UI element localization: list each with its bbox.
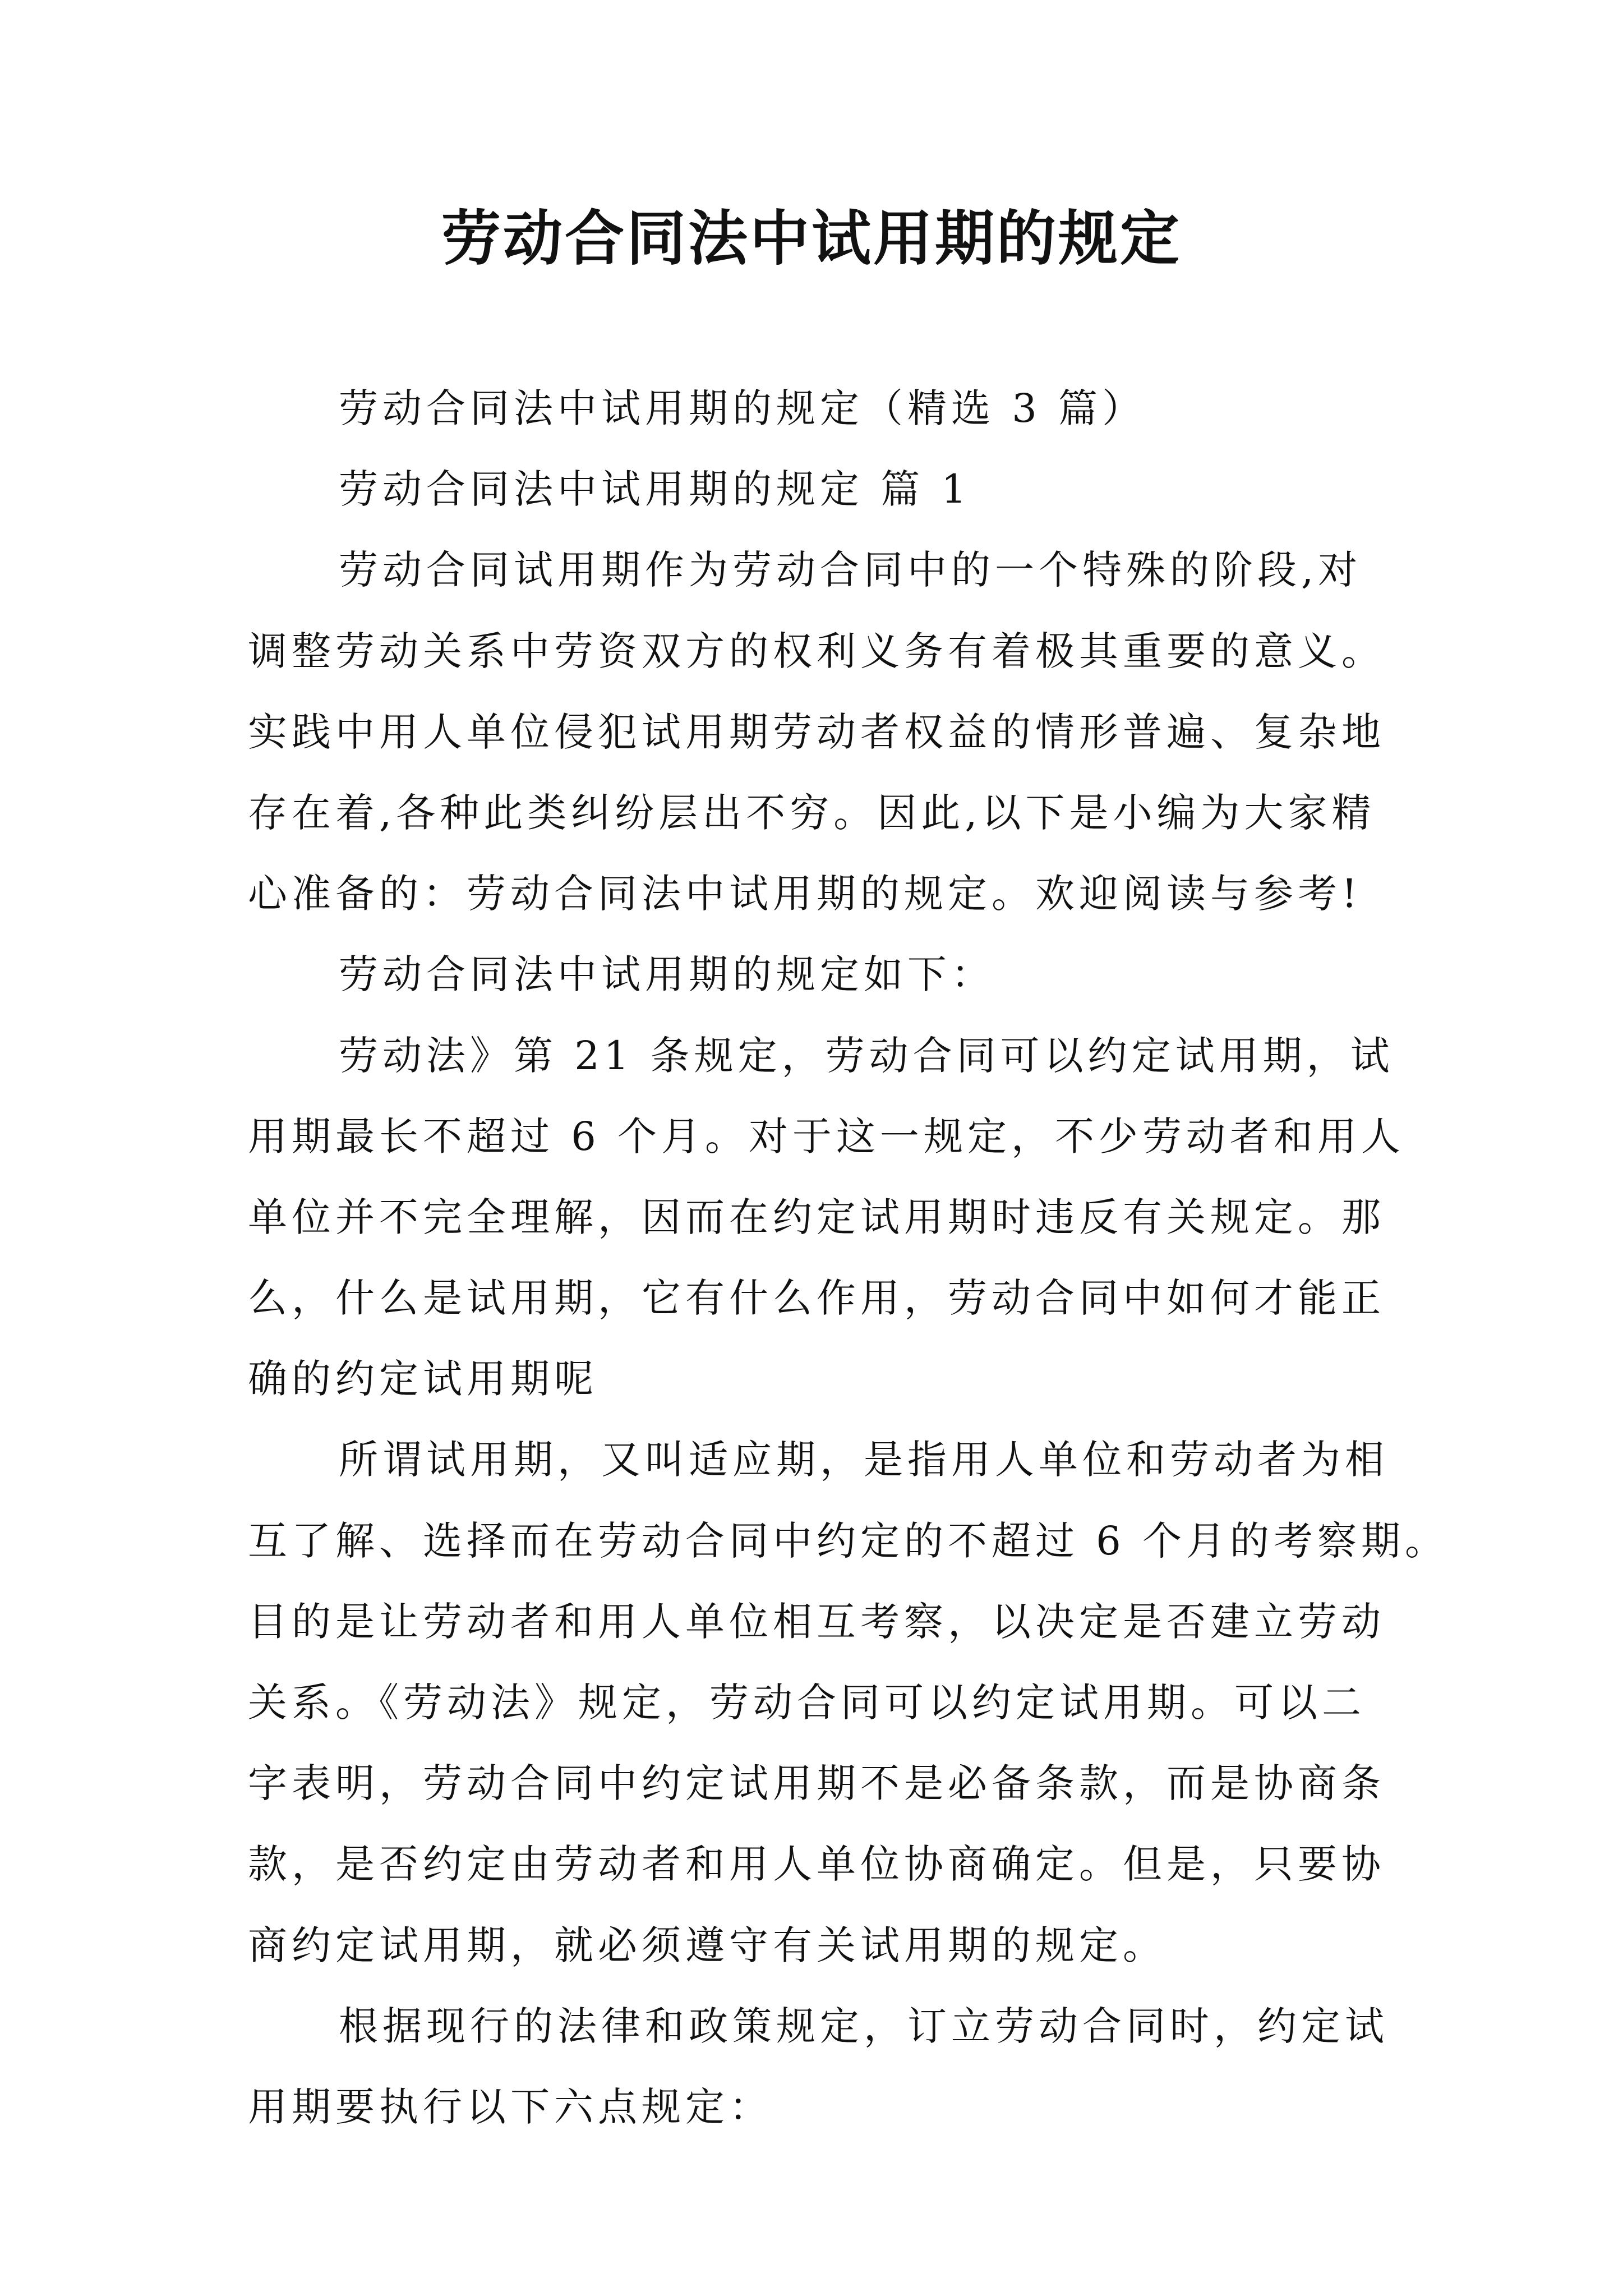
paragraph-line: 确的约定试用期呢 <box>248 1356 598 1402</box>
paragraph-line: 劳动法》第 21 条规定，劳动合同可以约定试用期，试 <box>339 1033 1394 1079</box>
paragraph-line: 目的是让劳动者和用人单位相互考察，以决定是否建立劳动 <box>248 1599 1385 1645</box>
paragraph-line: 用期最长不超过 6 个月。对于这一规定，不少劳动者和用人 <box>248 1114 1405 1159</box>
paragraph-line: 字表明，劳动合同中约定试用期不是必备条款，而是协商条 <box>248 1760 1385 1806</box>
paragraph-line: 款，是否约定由劳动者和用人单位协商确定。但是，只要协 <box>248 1841 1385 1887</box>
paragraph-line: 商约定试用期，就必须遵守有关试用期的规定。 <box>248 1922 1166 1968</box>
paragraph-line: 单位并不完全理解，因而在约定试用期时违反有关规定。那 <box>248 1194 1385 1240</box>
paragraph-line: 么，什么是试用期，它有什么作用，劳动合同中如何才能正 <box>248 1275 1385 1321</box>
paragraph-line: 劳动合同法中试用期的规定如下： <box>339 951 995 997</box>
paragraph-line: 调整劳动关系中劳资双方的权利义务有着极其重要的意义。 <box>248 628 1385 674</box>
paragraph-line: 根据现行的法律和政策规定，订立劳动合同时，约定试 <box>339 2003 1389 2049</box>
subtitle-line: 劳动合同法中试用期的规定（精选 3 篇） <box>339 385 1146 431</box>
document-title: 劳动合同法中试用期的规定 <box>441 203 1182 273</box>
paragraph-line: 互了解、选择而在劳动合同中约定的不超过 6 个月的考察期。 <box>248 1518 1449 1564</box>
paragraph-line: 关系。《劳动法》规定，劳动合同可以约定试用期。可以二 <box>248 1680 1366 1726</box>
paragraph-line: 所谓试用期，又叫适应期，是指用人单位和劳动者为相 <box>339 1437 1389 1483</box>
paragraph-line: 实践中用人单位侵犯试用期劳动者权益的情形普遍、复杂地 <box>248 709 1385 755</box>
paragraph-line: 心准备的：劳动合同法中试用期的规定。欢迎阅读与参考! <box>248 871 1362 917</box>
paragraph-line: 劳动合同试用期作为劳动合同中的一个特殊的阶段,对 <box>339 547 1362 593</box>
section-heading-line: 劳动合同法中试用期的规定 篇 1 <box>339 466 971 512</box>
paragraph-line: 存在着,各种此类纠纷层出不穷。因此,以下是小编为大家精 <box>248 790 1376 836</box>
paragraph-line: 用期要执行以下六点规定： <box>248 2084 773 2130</box>
